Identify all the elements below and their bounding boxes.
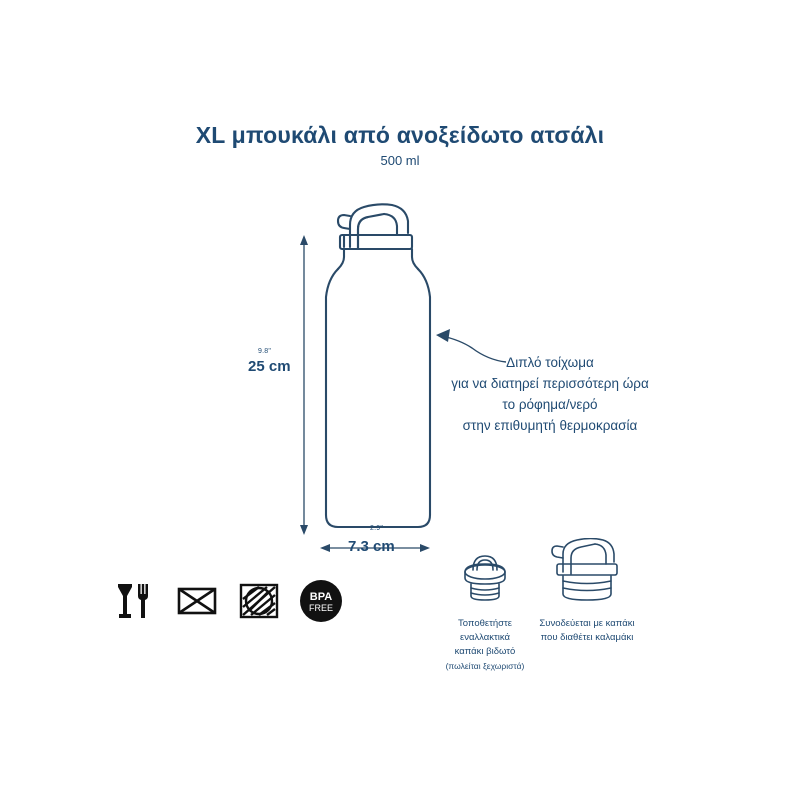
callout-line-2: για να διατηρεί περισσότερη ώρα [451,376,649,391]
no-microwave-icon [174,578,220,624]
screw-lid-caption [430,617,540,673]
page-subtitle: 500 ml [380,153,420,168]
screw-lid-icon [443,548,527,608]
width-inches-label: 2.9" [370,525,384,532]
screw-lid-caption-line-2: εναλλακτικά [459,632,511,643]
straw-lid-caption [528,617,646,645]
double-wall-callout [420,352,680,436]
screw-lid-caption-line-4: (πωλείται ξεχωριστά) [445,661,525,671]
callout-line-1: Διπλό τοίχωμα [506,355,594,370]
width-cm-label: 7.3 cm [348,538,395,555]
food-safe-icon [112,578,158,624]
height-dimension-line [292,235,316,535]
straw-lid-icon [537,538,637,608]
straw-lid-figure [528,538,646,645]
no-dishwasher-icon [236,578,282,624]
svg-text:BPA: BPA [309,591,333,603]
straw-lid-caption-line-1: Συνοδεύεται με καπάκι [539,618,635,629]
callout-line-4: στην επιθυμητή θερμοκρασία [462,418,638,433]
callout-line-3: το ρόφημα/νερό [502,397,598,412]
screw-lid-caption-line-3: καπάκι βιδωτό [454,646,516,657]
screw-lid-figure [430,548,540,673]
svg-text:FREE: FREE [308,603,334,613]
height-inches-label: 9.8" [258,348,272,355]
feature-icon-row [112,578,344,624]
straw-lid-caption-line-2: που διαθέτει καλαμάκι [540,632,634,643]
height-cm-label: 25 cm [248,358,291,375]
screw-lid-caption-line-1: Τοποθετήστε [457,618,513,629]
page-title: XL μπουκάλι από ανοξείδωτο ατσάλι [195,122,605,148]
bpa-free-icon [298,578,344,624]
